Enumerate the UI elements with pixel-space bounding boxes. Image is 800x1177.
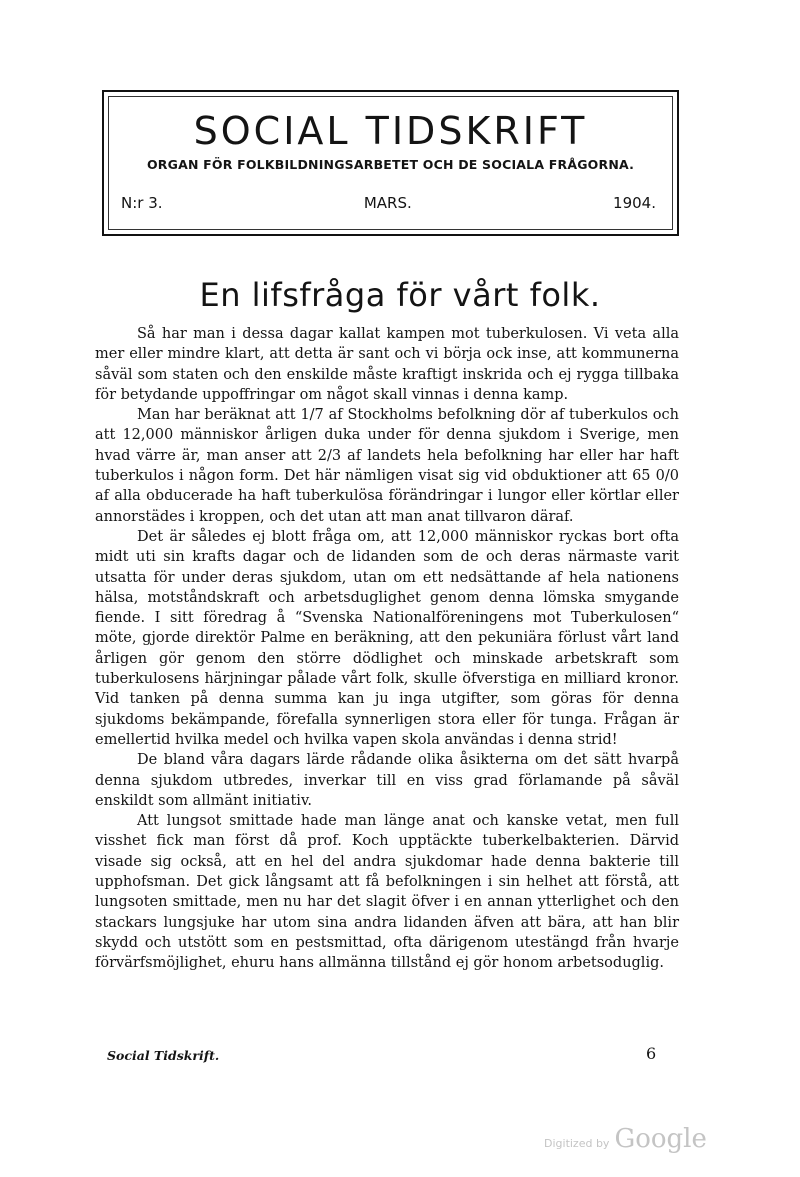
journal-subtitle: ORGAN FÖR FOLKBILDNINGSARBETET OCH DE SOCIALA FRÅGORNA.	[146, 157, 635, 172]
footer-journal-name: Social Tidskrift.	[107, 1048, 220, 1063]
masthead	[102, 90, 679, 236]
watermark-prefix: Digitized by	[544, 1137, 610, 1150]
journal-title: SOCIAL TIDSKRIFT	[193, 109, 588, 153]
paragraph: De bland våra dagars lärde rådande olika åsikterna om det sätt hvarpå denna sjukdom utbredes, inverkar till en viss grad förlamande på såväl enskildt som allmänt initiativ.	[95, 752, 679, 809]
paragraph: Man har beräknat att 1/7 af Stockholms befolkning dör af tuberkulos och att 12,000 människor årligen duka under för denna sjukdom i Sverige, men hvad värre är, man anser att 2/3 af landets hela befolkning har eller har haft tuberkulos i någon form. Det här nämligen visat sig vid obduktioner att 65 0/0 af alla obducerade ha haft tuberkulösa förändringar i lungor eller körtlar eller annorstädes i kroppen, och det utan att man anat tillvaron däraf.	[95, 407, 679, 525]
issue-number: N:r 3.	[121, 194, 163, 212]
article-title: En lifsfråga för vårt folk.	[199, 276, 601, 314]
paragraph: Att lungsot smittade hade man länge anat och kanske vetat, men full visshet fick man först då prof. Koch upptäckte tuberkelbakterien. Därvid visade sig också, att en hel del andra sjukdomar hade denna bakterie till upphofsman. Det gick långsamt att få befolkningen i sin helhet att förstå, att lungsoten smittade, men nu har det slagit öfver i en annan ytterlighet och den stackars lungsjuke har utom sina andra lidanden äfven att bära, att han blir skydd och utstött som en pestsmittad, ofta därigenom utestängd från hvarje förvärfsmöjlighet, ehuru hans allmänna tillstånd ej gör honom arbetsoduglig.	[95, 813, 679, 972]
page-number: 6	[646, 1044, 657, 1063]
paragraph: Det är således ej blott fråga om, att 12,000 människor ryckas bort ofta midt uti sin krafts dagar och de lidanden som de och deras närmaste varit utsatta för under deras sjukdom, utan om ett nedsättande af hela nationens hälsa, motståndskraft och arbetsduglighet genom denna lömska smygande fiende. I sitt föredrag å “Svenska Nationalföreningens mot Tuberkulosen“ möte, gjorde direktör Palme en beräkning, att den pekuniära förlust vårt land årligen gör genom den större dödlighet och minskade arbetskraft som tuberkulosens härjningar pålade vårt folk, skulle öfverstiga en milliard kronor. Vid tanken på denna summa kan ju inga utgifter, som göras för denna sjukdoms bekämpande, förefalla synnerligen stora eller för tunga. Frågan är emellertid hvilka medel och hvilka vapen skola användas i denna strid!	[95, 528, 679, 748]
digitization-watermark	[544, 1124, 707, 1154]
issue-year: 1904.	[613, 194, 656, 212]
google-logo: Google	[614, 1124, 707, 1154]
masthead-inner-border	[108, 96, 673, 230]
paragraph: Så har man i dessa dagar kallat kampen mot tuberkulosen. Vi veta alla mer eller mindre klart, att detta är sant och vi börja ock inse, att kommunerna såväl som staten och den enskilde måste kraftigt inskrida och ej rygga tillbaka för betydande uppoffringar om något skall vinnas i denna kamp.	[95, 326, 679, 403]
issue-month: MARS.	[363, 194, 412, 212]
article-body	[95, 324, 679, 974]
issue-info-row	[121, 194, 656, 212]
